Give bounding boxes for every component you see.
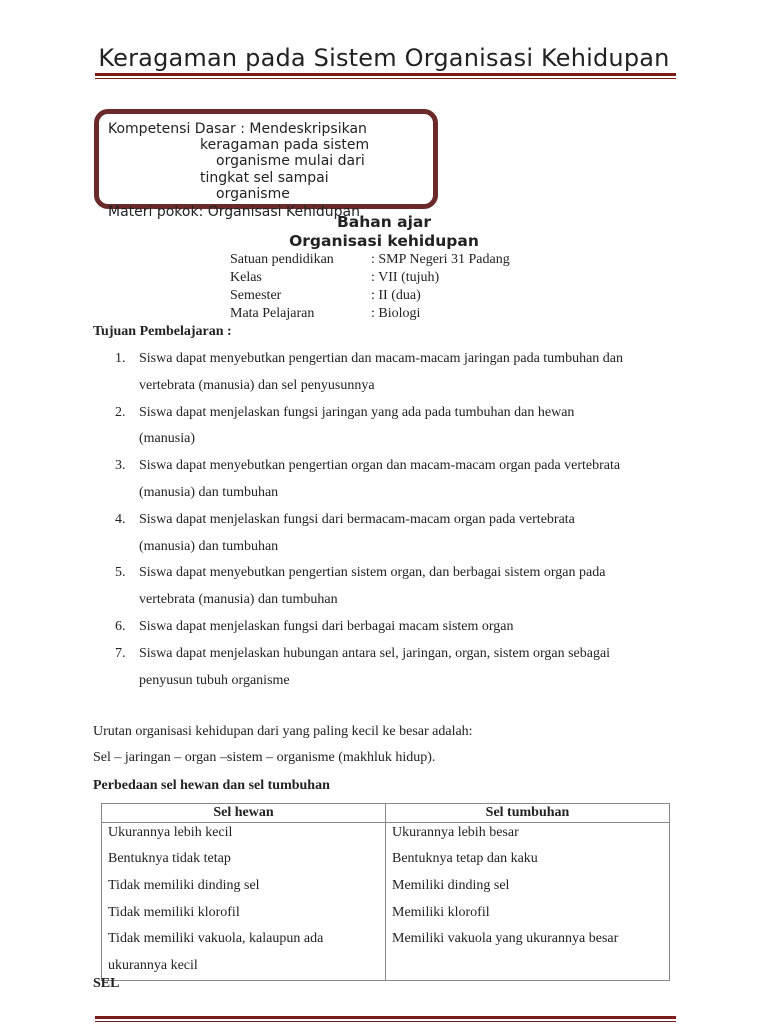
footer-rule-thin [95,1021,676,1022]
objectives-list [115,346,676,694]
order-text: Urutan organisasi kehidupan dari yang paling kecil ke besar adalah: [93,724,473,739]
table-header-sel-hewan: Sel hewan [102,804,386,823]
diff-title: Perbedaan sel hewan dan sel tumbuhan [93,778,330,793]
list-item: 4. Siswa dapat menjelaskan fungsi dari bermacam-macam organ pada vertebrata (manusia) dan tumbuhan [115,511,575,554]
list-item: 1. Siswa dapat menyebutkan pengertian dan macam-macam jaringan pada tumbuhan dan vertebrata (manusia) dan sel penyusunnya [115,351,623,393]
competency-line-4: tingkat sel sampai [200,170,329,186]
competency-line-5: organisme [216,186,290,202]
objectives-title: Tujuan Pembelajaran : [93,324,232,339]
info-value-kelas: : VII (tujuh) [371,270,440,285]
table-row: ukurannya kecil [102,953,670,980]
list-item: 7. Siswa dapat menjelaskan hubungan antara sel, jaringan, organ, sistem organ sebagai penyusun tubuh organisme [115,645,611,688]
table-row: Tidak memiliki vakuola, kalaupun ada Memiliki vakuola yang ukurannya besar [102,926,670,953]
table-row: Tidak memiliki dinding sel Memiliki dinding sel [102,873,670,900]
table-row: Ukurannya lebih kecil Ukurannya lebih besar [102,823,670,847]
heading-organisasi-kehidupan: Organisasi kehidupan [289,232,479,250]
info-value-semester: : II (dua) [371,288,421,303]
info-label-semester: Semester [230,288,282,303]
title-underline-thin [95,78,676,79]
competency-line-2: keragaman pada sistem [200,137,370,153]
info-label-satuan: Satuan pendidikan [230,252,334,267]
competency-line-3: organisme mulai dari [216,153,365,169]
heading-bahan-ajar: Bahan ajar [336,213,432,231]
competency-line-1: Kompetensi Dasar : Mendeskripsikan [108,121,367,137]
info-value-satuan: : SMP Negeri 31 Padang [371,252,510,267]
info-value-mapel: : Biologi [371,306,421,321]
list-item: 6. Siswa dapat menjelaskan fungsi dari berbagai macam sistem organ [115,618,514,634]
info-label-kelas: Kelas [230,270,262,285]
table-header-sel-tumbuhan: Sel tumbuhan [386,804,670,823]
list-item: 5. Siswa dapat menyebutkan pengertian sistem organ, dan berbagai sistem organ pada vertebrata (manusia) dan tumbuhan [115,565,606,608]
title-underline-thick [95,73,676,76]
table-row: Tidak memiliki klorofil Memiliki klorofil [102,900,670,927]
table-row: Bentuknya tidak tetap Bentuknya tetap dan kaku [102,846,670,873]
footer-heading-sel: SEL [93,976,120,991]
comparison-table [101,803,670,981]
list-item: 2. Siswa dapat menjelaskan fungsi jaringan yang ada pada tumbuhan dan hewan (manusia) [115,404,575,447]
list-item: 3. Siswa dapat menyebutkan pengertian organ dan macam-macam organ pada vertebrata (manusia) dan tumbuhan [115,458,621,500]
footer-rule-thick [95,1016,676,1019]
materi-pokok: Materi pokok: Organisasi Kehidupan [108,204,360,220]
order-sequence: Sel – jaringan – organ –sistem – organisme (makhluk hidup). [93,750,436,765]
page-title: Keragaman pada Sistem Organisasi Kehidupan [98,44,670,72]
info-label-mapel: Mata Pelajaran [230,306,315,321]
